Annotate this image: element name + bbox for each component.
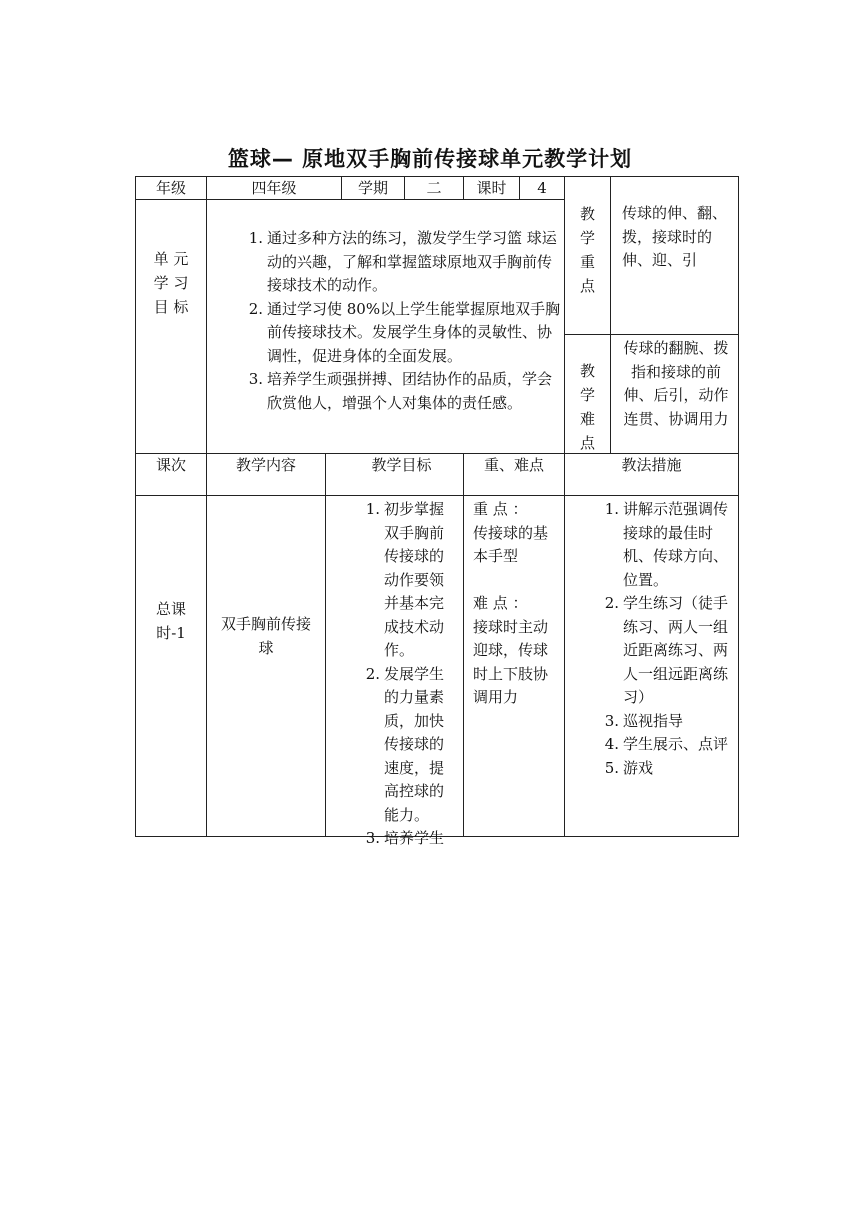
table-border-right [738,176,739,837]
method-text: 游戏 [623,758,654,777]
list-item: 1. 通过多种方法的练习，激发学生学习篮 球运动的兴趣，了解和掌握篮球原地双手胸前传接球技术的动作。 [248,229,557,294]
unit-goals-label-line: 单 元 [153,250,189,268]
difficulties-label-line: 教 [579,362,595,380]
list-item: 3. 培养学生 [365,829,445,847]
objective-text: 初步掌握双手胸前传接球的动作要领并基本完成技术动作。 [384,500,445,659]
methods-list [597,498,735,780]
objective-text: 培养学生 [384,829,445,847]
hours-label: 课时 [476,179,507,197]
key-label: 重 点 ： [473,500,528,518]
list-item: 4. 学生展示、点评 [604,735,729,753]
grid-line [135,199,564,200]
grid-line [325,453,326,837]
method-text: 学生练习（徒手练习、两人一组近距离练习、两人一组远距离练习） [623,594,729,706]
key-points-label [565,202,610,298]
session-header: 课次 [155,456,186,474]
difficulties-label-line: 学 [579,386,595,404]
grid-line [610,176,611,453]
list-item: 2. 通过学习使 80%以上学生能掌握原地双手胸前传接球技术。发展学生身体的灵敏性、协调性，促进身体的全面发展。 [248,299,561,365]
list-item: 1. 讲解示范强调传接球的最佳时机、传球方向、位置。 [604,500,729,589]
difficult-text: 接球时主动迎球，传球时上下肢协调用力 [473,617,549,706]
difficulties-label-line: 点 [579,434,595,452]
session-value-line: 时-1 [156,623,186,642]
method-text: 巡视指导 [623,711,684,730]
list-item: 1. 初步掌握双手胸前传接球的动作要领并基本完成技术动作。 [365,500,445,659]
difficulties-label [565,359,610,455]
difficulties-text: 传球的翻腕、拨指和接球的前伸、后引，动作连贯、协调用力 [623,339,729,428]
key-points-label-line: 学 [579,229,595,247]
unit-goals-list [241,227,561,415]
hours-value: 4 [537,179,547,197]
key-points-label-line: 重 [579,253,595,271]
term-value: 二 [426,179,442,197]
grid-line [135,495,739,496]
grade-label: 年级 [155,179,186,197]
objective-header: 教学目标 [371,456,432,474]
key-points-label-line: 点 [579,277,595,295]
key-points-label-line: 教 [579,205,595,223]
methods-header: 教法措施 [621,456,682,474]
unit-goals-label [136,247,206,319]
unit-goals-label-line: 学 习 [153,274,189,292]
key-points-text: 传球的伸、翻、拨，接球时的伸、迎、引 [622,204,728,269]
grid-line [206,176,207,496]
difficult-label: 难 点 ： [473,594,528,612]
unit-goal-text: 培养学生顽强拼搏、团结协作的品质，学会欣赏他人，增强个人对集体的责任感。 [267,370,553,412]
grade-value: 四年级 [251,179,297,197]
session-value-line: 总课 [155,600,186,618]
term-label: 学期 [357,179,388,197]
grid-line [206,453,207,837]
unit-goals-label-line: 目 标 [153,298,189,316]
list-item: 5. 游戏 [604,758,654,777]
key-difficult-value [473,498,551,710]
grid-line [463,453,464,837]
key-difficult-header: 重、难点 [483,456,544,474]
method-text: 讲解示范强调传接球的最佳时机、传球方向、位置。 [623,500,729,589]
page-title: 篮球— 原地双手胸前传接球单元教学计划 [227,147,633,171]
difficulties-label-line: 难 [579,410,595,428]
session-value [136,598,206,645]
list-item: 3. 培养学生顽强拼搏、团结协作的品质，学会欣赏他人，增强个人对集体的责任感。 [248,370,553,412]
list-item: 2. 学生练习（徒手练习、两人一组近距离练习、两人一组远距离练习） [604,594,729,706]
method-text: 学生展示、点评 [623,735,729,753]
content-header: 教学内容 [235,456,296,474]
content-value: 双手胸前传接球 [220,615,311,657]
list-item: 3. 巡视指导 [604,711,684,730]
list-item: 2. 发展学生的力量素质，加快传接球的速度，提高控球的能力。 [365,664,445,824]
key-text: 传接球的基本手型 [473,523,549,565]
objectives-list [358,498,458,851]
grid-line [564,334,739,335]
unit-goal-text: 通过学习使 80%以上学生能掌握原地双手胸前传接球技术。发展学生身体的灵敏性、协调性，促进身体的全面发展。 [267,299,561,365]
unit-goal-text: 通过多种方法的练习，激发学生学习篮 球运动的兴趣，了解和掌握篮球原地双手胸前传接球技术的动作。 [267,229,557,294]
objective-text: 发展学生的力量素质，加快传接球的速度，提高控球的能力。 [384,664,445,824]
